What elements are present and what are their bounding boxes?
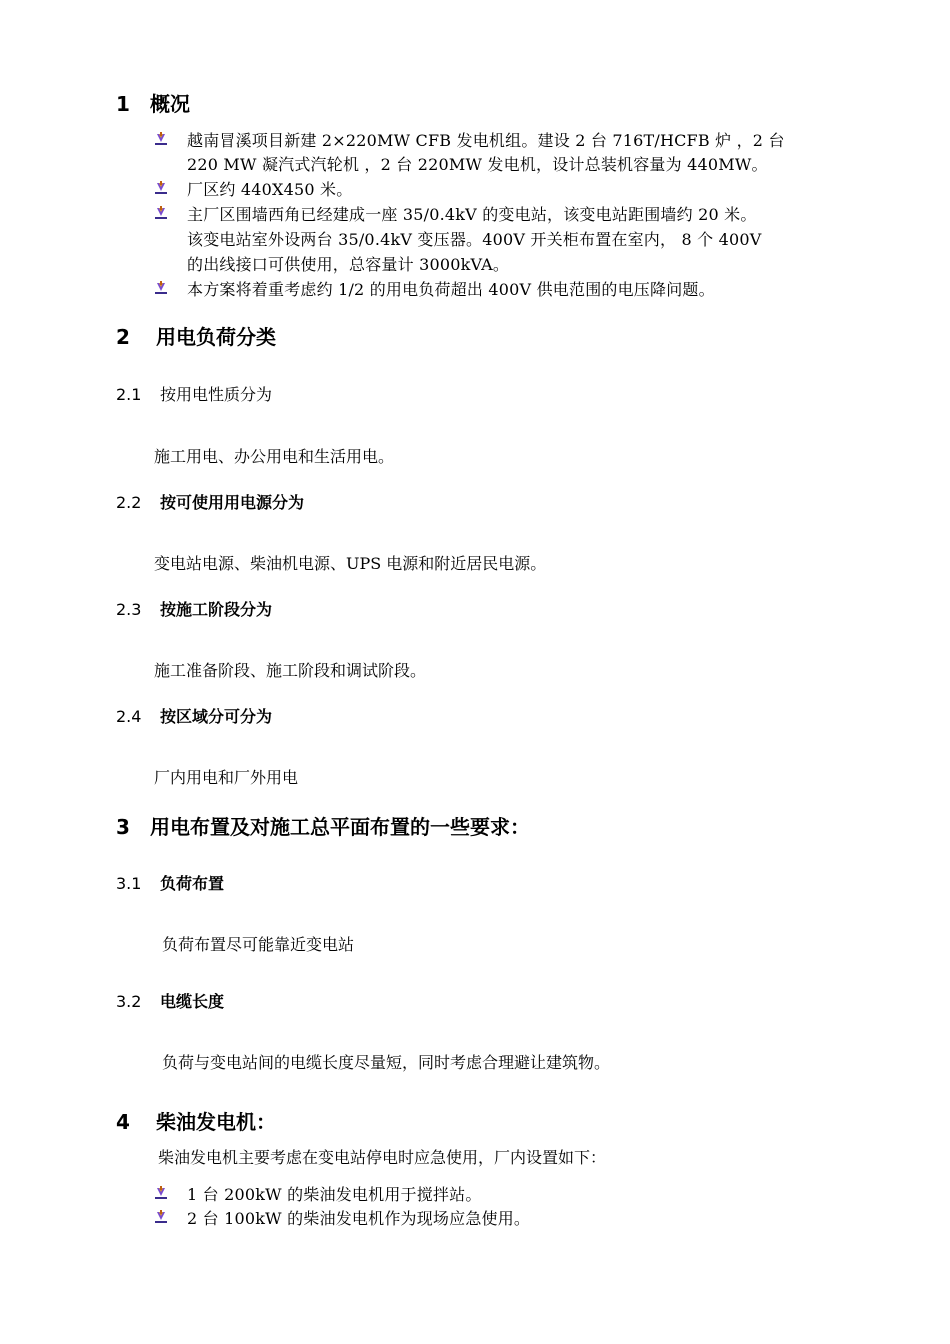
bullet-text: 本方案将着重考虑约 1/2 的用电负荷超出 400V 供电范围的电压降问题。 xyxy=(187,280,715,299)
section-title: 概况 xyxy=(150,92,190,116)
section-1-heading xyxy=(116,88,190,117)
bullet-text: 厂区约 440X450 米。 xyxy=(187,180,353,199)
subsection-title: 按区域分可分为 xyxy=(160,707,273,726)
bullet-text: 220 MW 凝汽式汽轮机 ，2 台 220MW 发电机，设计总装机容量为 440MW。 xyxy=(187,155,768,174)
subsection-title: 负荷布置 xyxy=(160,874,225,893)
subsection-title: 电缆长度 xyxy=(160,992,225,1011)
bullet-text: 越南冒溪项目新建 2×220MW CFB 发电机组。建设 2 台 716T/HCFB 炉 ，2 台 xyxy=(187,131,785,150)
bullet-text: 主厂区围墙西角已经建成一座 35/0.4kV 的变电站，该变电站距围墙约 20 米。 xyxy=(187,205,757,224)
subsection-2-1-heading xyxy=(116,382,272,405)
subsection-text: 施工准备阶段、施工阶段和调试阶段。 xyxy=(154,661,427,680)
subsection-number: 3.2 xyxy=(116,992,142,1011)
section-4-heading xyxy=(116,1106,276,1135)
bullet-text: 的出线接口可供使用，总容量计 3000kVA。 xyxy=(187,255,510,274)
bullet-text: 该变电站室外设两台 35/0.4kV 变压器。400V 开关柜布置在室内， 8 个 400V xyxy=(187,230,762,249)
subsection-number: 2.4 xyxy=(116,707,142,726)
subsection-text: 施工用电、办公用电和生活用电。 xyxy=(154,447,395,466)
bullet-text: 1 台 200kW 的柴油发电机用于搅拌站。 xyxy=(187,1185,482,1204)
subsection-2-2-heading xyxy=(116,490,304,513)
subsection-text: 负荷与变电站间的电缆长度尽量短，同时考虑合理避让建筑物。 xyxy=(162,1053,611,1072)
subsection-title: 按用电性质分为 xyxy=(160,385,273,404)
section-3-heading xyxy=(116,811,530,840)
section-title: 用电布置及对施工总平面布置的一些要求： xyxy=(150,815,530,839)
section-number: 4 xyxy=(116,1110,130,1134)
section-title: 柴油发电机： xyxy=(156,1110,276,1134)
subsection-number: 2.2 xyxy=(116,493,142,512)
bullet-icon xyxy=(154,1186,168,1200)
section-2-heading xyxy=(116,321,276,350)
section-number: 3 xyxy=(116,815,130,839)
bullet-text: 2 台 100kW 的柴油发电机作为现场应急使用。 xyxy=(187,1209,531,1228)
subsection-number: 2.3 xyxy=(116,600,142,619)
section-number: 1 xyxy=(116,92,130,116)
subsection-title: 按可使用用电源分为 xyxy=(160,493,305,512)
section-number: 2 xyxy=(116,325,130,349)
subsection-number: 2.1 xyxy=(116,385,142,404)
bullet-icon xyxy=(154,181,168,195)
subsection-2-4-heading xyxy=(116,704,272,727)
bullet-icon xyxy=(154,132,168,146)
subsection-text: 变电站电源、柴油机电源、UPS 电源和附近居民电源。 xyxy=(154,554,547,573)
section-title: 用电负荷分类 xyxy=(156,325,276,349)
bullet-icon xyxy=(154,206,168,220)
bullet-icon xyxy=(154,1210,168,1224)
subsection-2-3-heading xyxy=(116,597,272,620)
section-intro-text: 柴油发电机主要考虑在变电站停电时应急使用，厂内设置如下： xyxy=(158,1148,607,1167)
subsection-text: 厂内用电和厂外用电 xyxy=(154,768,299,787)
subsection-number: 3.1 xyxy=(116,874,142,893)
subsection-3-2-heading xyxy=(116,989,224,1012)
subsection-title: 按施工阶段分为 xyxy=(160,600,273,619)
subsection-text: 负荷布置尽可能靠近变电站 xyxy=(162,935,355,954)
bullet-icon xyxy=(154,281,168,295)
subsection-3-1-heading xyxy=(116,871,224,894)
